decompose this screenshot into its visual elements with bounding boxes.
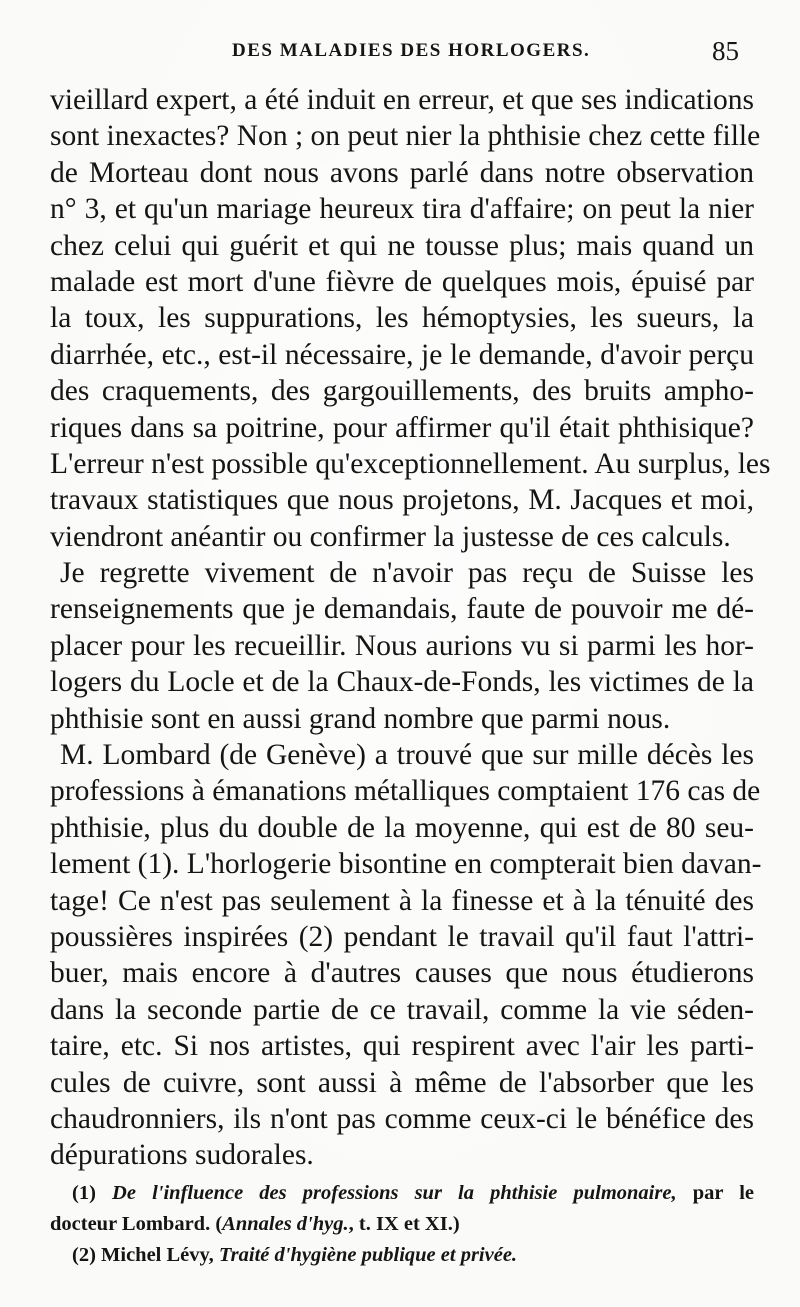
text-line: logers du Locle et de la Chaux-de-Fonds, les victimes de la [50, 666, 754, 699]
text-line: malade est mort d'une fièvre de quelques mois, épuisé par [50, 265, 754, 298]
footnotes [50, 1178, 755, 1271]
text-line: cules de cuivre, sont aussi à même de l'absorber que les [50, 1066, 754, 1099]
text-line: viendront anéantir ou confirmer la justesse de ces calculs. [50, 520, 731, 553]
text-line: taire, etc. Si nos artistes, qui respirent avec l'air les parti- [50, 1030, 754, 1063]
text-line: dépurations sudorales. [50, 1139, 314, 1172]
footnote-1-journal: Annales d'hyg. [222, 1213, 349, 1235]
running-head [0, 36, 800, 74]
text-line: placer pour les recueillir. Nous aurions vu si parmi les hor- [50, 629, 754, 662]
page-number: 85 [712, 36, 739, 66]
text-line: diarrhée, etc., est-il nécessaire, je le demande, d'avoir perçu [50, 338, 754, 371]
text-line: L'erreur n'est possible qu'exceptionnellement. Au surplus, les [50, 447, 771, 480]
paragraph-start-line: Je regrette vivement de n'avoir pas reçu de Suisse les [60, 557, 754, 590]
text-line: lement (1). L'horlogerie bisontine en compterait bien davan- [50, 848, 762, 881]
text-line: poussières inspirées (2) pendant le travail qu'il faut l'attri- [50, 920, 754, 953]
footnote-1-by: par le [692, 1182, 755, 1204]
text-line: sont inexactes? Non ; on peut nier la phthisie chez cette fille [50, 120, 761, 153]
footnote-2-author: Michel Lévy, [101, 1244, 214, 1266]
text-line: chaudronniers, ils n'ont pas comme ceux-ci le bénéfice des [50, 1102, 754, 1135]
footnote-1 [72, 1178, 754, 1209]
text-line: phthisie, plus du double de la moyenne, qui est de 80 seu- [50, 811, 754, 844]
text-line: phthisie sont en aussi grand nombre que parmi nous. [50, 702, 671, 735]
text-line: n° 3, et qu'un mariage heureux tira d'affaire; on peut la nier [50, 193, 754, 226]
text-line: riques dans sa poitrine, pour affirmer qu'il était phthisique? [50, 411, 754, 444]
running-title: DES MALADIES DES HORLOGERS. [232, 40, 591, 61]
text-line: dans la seconde partie de ce travail, comme la vie séden- [50, 993, 754, 1026]
footnote-2-title: Traité d'hygiène publique et privée. [218, 1244, 518, 1266]
footnote-1-ref: , t. IX et XI.) [348, 1213, 460, 1235]
text-line: de Morteau dont nous avons parlé dans notre observation [50, 156, 754, 189]
footnote-1-title: De l'influence des professions sur la phthisie pulmonaire, [112, 1182, 677, 1204]
text-line: professions à émanations métalliques comptaient 176 cas de [50, 775, 761, 808]
body-text [50, 82, 771, 1174]
text-line: travaux statistiques que nous projetons, M. Jacques et moi, [50, 484, 754, 517]
text-line: buer, mais encore à d'autres causes que nous étudierons [50, 957, 754, 990]
text-line: renseignements que je demandais, faute de pouvoir me dé- [50, 593, 754, 626]
footnote-2 [72, 1240, 754, 1271]
footnote-1-author: docteur Lombard. ( [50, 1213, 223, 1235]
text-line: chez celui qui guérit et qui ne tousse plus; mais quand un [50, 229, 754, 262]
text-line: tage! Ce n'est pas seulement à la finesse et à la ténuité des [50, 884, 754, 917]
paragraph-start-line: M. Lombard (de Genève) a trouvé que sur mille décès les [60, 739, 754, 772]
text-line: vieillard expert, a été induit en erreur, et que ses indications [50, 84, 754, 116]
footnote-1-marker: (1) [72, 1182, 96, 1204]
text-line: des craquements, des gargouillements, des bruits ampho- [50, 375, 754, 408]
text-line: la toux, les suppurations, les hémoptysies, les sueurs, la [50, 302, 754, 335]
footnote-1-continuation [50, 1209, 754, 1240]
footnote-2-marker: (2) [72, 1244, 96, 1266]
